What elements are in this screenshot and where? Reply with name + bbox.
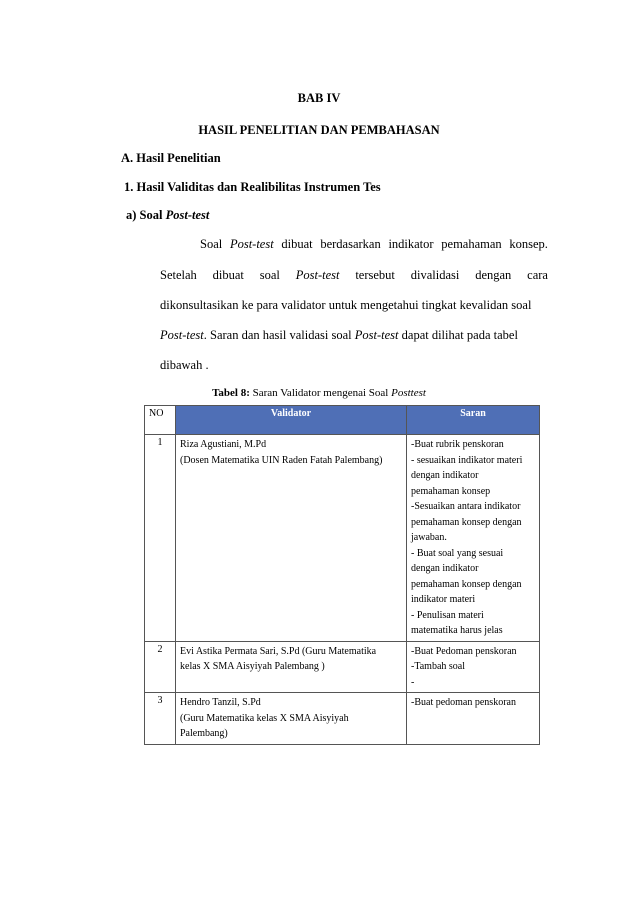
saran-line: pemahaman konsep dengan (411, 578, 522, 590)
paragraph-word: Setelah (160, 268, 197, 282)
paragraph-line-4: Post-test. Saran dan hasil validasi soal Post-test dapat dilihat pada tabel (160, 328, 518, 342)
validator-line: Evi Astika Permata Sari, S.Pd (Guru Matematika (180, 645, 377, 657)
validator-cell (176, 435, 407, 642)
paragraph-line-2 (160, 268, 548, 283)
table-caption: Tabel 8: Saran Validator mengenai Soal Posttest (212, 387, 426, 399)
saran-line: - (411, 676, 415, 688)
paragraph-word: tersebut (355, 268, 395, 282)
paragraph-word: indikator (388, 237, 434, 251)
subsection-a-heading: a) Soal Post-test (126, 208, 210, 222)
saran-cell (407, 693, 540, 745)
chapter-heading: BAB IV (297, 91, 341, 105)
paragraph-word: soal (259, 268, 280, 282)
saran-line: pemahaman konsep (411, 485, 491, 497)
paragraph-word: dengan (475, 268, 512, 282)
paragraph-word: konsep. (509, 237, 548, 251)
paragraph-word: dibuat (212, 268, 244, 282)
validator-line: Hendro Tanzil, S.Pd (180, 697, 261, 708)
validator-line: Palembang) (180, 728, 228, 739)
paragraph-word: pemahaman (441, 237, 502, 251)
paragraph-word: berdasarkan (320, 237, 381, 251)
row-number: 3 (145, 693, 176, 745)
paragraph-line-5: dibawah . (160, 358, 209, 372)
paragraph-word: Post-test (295, 268, 340, 282)
saran-line: matematika harus jelas (411, 625, 503, 636)
header-no: NO (145, 406, 176, 435)
saran-line: - Buat soal yang sesuai (411, 547, 504, 559)
section-a-heading: A. Hasil Penelitian (121, 151, 221, 165)
validator-cell (176, 693, 407, 745)
row-number: 2 (145, 641, 176, 693)
row-number: 1 (145, 435, 176, 642)
saran-line: pemahaman konsep dengan (411, 516, 522, 528)
table-row (145, 693, 540, 745)
paragraph-word: Soal (200, 237, 223, 251)
validator-line: Riza Agustiani, M.Pd (180, 439, 267, 450)
validator-line: kelas X SMA Aisyiyah Palembang ) (180, 661, 325, 672)
chapter-title: HASIL PENELITIAN DAN PEMBAHASAN (198, 123, 440, 137)
validator-cell (176, 641, 407, 693)
saran-line: jawaban. (411, 532, 447, 543)
header-validator: Validator (176, 406, 407, 435)
saran-line: - sesuaikan indikator materi (411, 454, 523, 466)
saran-line: indikator materi (411, 594, 476, 605)
saran-line: -Buat rubrik penskoran (411, 439, 504, 450)
validator-line: (Guru Matematika kelas X SMA Aisyiyah (180, 712, 349, 724)
saran-line: -Buat pedoman penskoran (411, 697, 516, 708)
saran-cell (407, 641, 540, 693)
saran-line: -Tambah soal (411, 661, 466, 672)
section-1-heading: 1. Hasil Validitas dan Realibilitas Instrumen Tes (124, 180, 381, 194)
paragraph-word: dibuat (281, 237, 313, 251)
paragraph-line-3: dikonsultasikan ke para validator untuk mengetahui tingkat kevalidan soal (160, 298, 532, 312)
paragraph-word: cara (527, 268, 548, 282)
saran-line: dengan indikator (411, 470, 479, 481)
saran-line: dengan indikator (411, 563, 479, 574)
table-row (145, 641, 540, 693)
saran-line: -Sesuaikan antara indikator (411, 501, 521, 512)
saran-cell (407, 435, 540, 642)
paragraph-word: divalidasi (410, 268, 460, 282)
table-row (145, 435, 540, 642)
validator-line: (Dosen Matematika UIN Raden Fatah Palembang) (180, 454, 383, 466)
saran-line: - Penulisan materi (411, 609, 484, 621)
paragraph-word: Post-test (229, 237, 274, 251)
paragraph-line-1 (200, 237, 548, 252)
saran-line: -Buat Pedoman penskoran (411, 645, 517, 657)
header-saran: Saran (407, 406, 540, 435)
validator-table (144, 405, 540, 745)
